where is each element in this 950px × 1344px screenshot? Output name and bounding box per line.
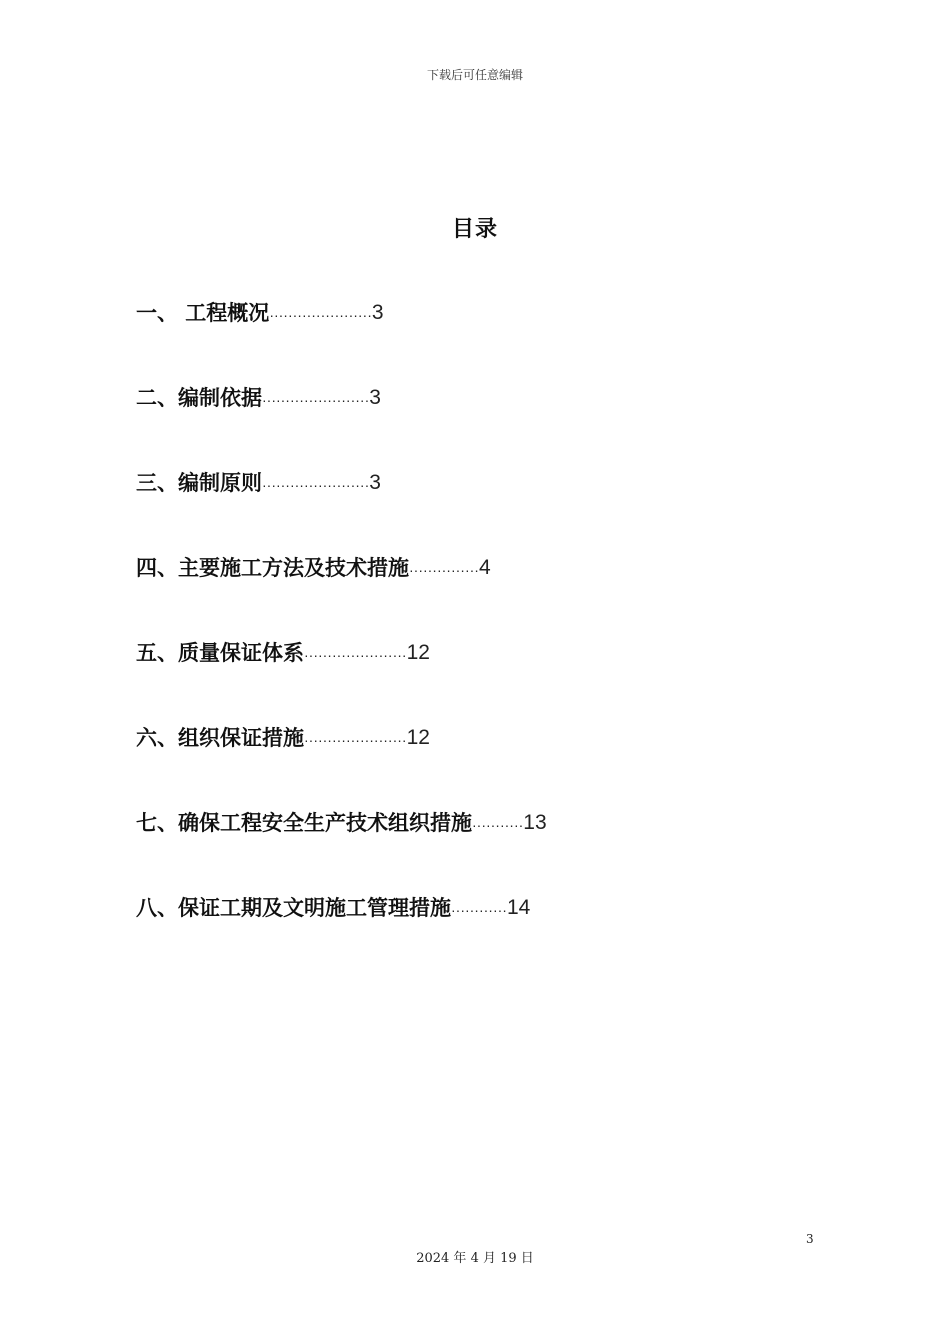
toc-entry[interactable] — [136, 466, 547, 551]
toc-entry[interactable] — [136, 636, 547, 721]
toc-entry-label: 六、组织保证措施 — [136, 726, 304, 750]
toc-entry-leader: ······················ — [304, 732, 407, 748]
toc-entry-leader: ······················· — [262, 392, 370, 408]
toc-entry-page: 3 — [369, 386, 381, 409]
toc-entry-label: 八、保证工期及文明施工管理措施 — [136, 896, 451, 920]
toc-entry-label: 一、 工程概况 — [136, 301, 270, 325]
toc-entry[interactable] — [136, 296, 547, 381]
page-number: 3 — [806, 1232, 814, 1246]
toc-entry-leader: ··········· — [472, 817, 524, 833]
toc-entry-page: 12 — [406, 726, 430, 749]
toc-entry-page: 4 — [478, 556, 491, 579]
toc-entry-page: 3 — [371, 301, 384, 324]
toc-entry-leader: ······················ — [304, 647, 407, 663]
toc-title: 目录 — [451, 217, 498, 242]
toc-entry[interactable] — [136, 891, 547, 976]
toc-entry-label: 四、主要施工方法及技术措施 — [136, 556, 409, 580]
toc-entry-label: 三、编制原则 — [136, 471, 262, 495]
toc-entry-leader: ······················ — [269, 307, 372, 323]
toc-entry-leader: ··············· — [409, 562, 479, 578]
footer-date: 2024 年 4 月 19 日 — [416, 1251, 534, 1266]
toc-entry-page: 13 — [523, 811, 547, 834]
toc-list — [136, 296, 547, 976]
toc-entry-page: 3 — [369, 471, 381, 494]
toc-entry-label: 二、编制依据 — [136, 386, 262, 410]
toc-entry[interactable] — [136, 551, 547, 636]
toc-entry[interactable] — [136, 721, 547, 806]
toc-entry[interactable] — [136, 806, 547, 891]
toc-entry-page: 12 — [406, 641, 430, 664]
toc-entry-label: 五、质量保证体系 — [136, 641, 304, 665]
toc-entry-label: 七、确保工程安全生产技术组织措施 — [136, 811, 472, 835]
toc-entry-leader: ············ — [451, 902, 507, 918]
toc-entry-page: 14 — [506, 896, 531, 919]
toc-entry-leader: ······················· — [262, 477, 370, 493]
toc-entry[interactable] — [136, 381, 547, 466]
header-note: 下载后可任意编辑 — [426, 68, 523, 82]
